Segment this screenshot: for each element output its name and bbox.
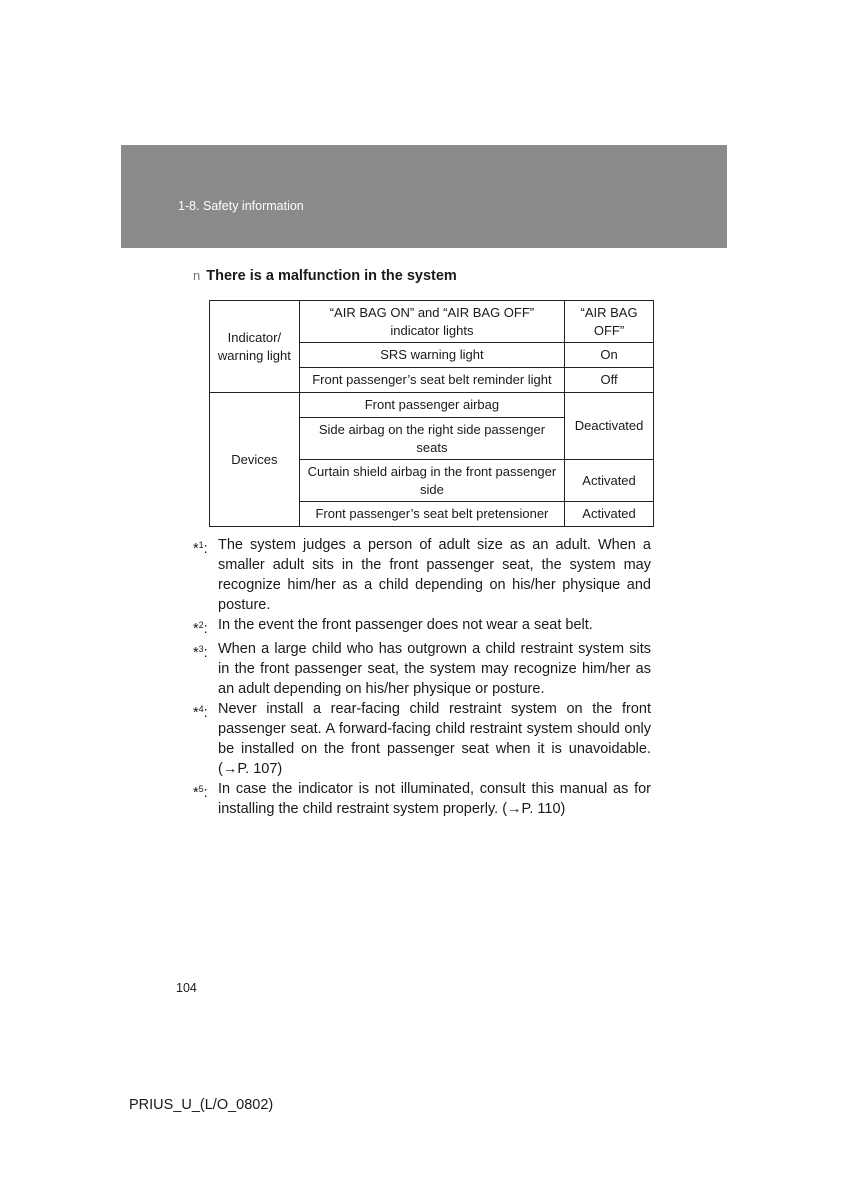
footnote-marker: *$^3$:: [193, 644, 208, 661]
footnote-item: [193, 639, 651, 699]
heading-bullet: n: [193, 268, 201, 283]
document-code: PRIUS_U_(L/O_0802): [129, 1097, 274, 1113]
footnote-text: In the event the front passenger does not wear a seat belt.: [218, 617, 593, 633]
table-cell-status: Off: [565, 368, 654, 393]
table-cell-item: “AIR BAG ON” and “AIR BAG OFF” indicator lights: [299, 301, 564, 343]
footnote-text: In case the indicator is not illuminated, consult this manual as for installing the child restraint system properly. (→P. 110): [218, 781, 651, 817]
footnote-marker: *$^5$:: [193, 784, 208, 801]
footnote-item: [193, 615, 651, 639]
table-cell-item: Side airbag on the right side passenger seats: [299, 418, 564, 460]
group-label-indicator: Indicator/ warning light: [210, 301, 300, 393]
table-cell-status: Activated: [565, 460, 654, 502]
table-row: [210, 301, 654, 343]
footnote-item: [193, 535, 651, 615]
table-cell-status: Deactivated: [565, 393, 654, 460]
table-cell-status: On: [565, 343, 654, 368]
footnotes: [193, 535, 651, 819]
footnote-text: The system judges a person of adult size as an adult. When a smaller adult sits in the front passenger seat, the system may recognize him/her as a child depending on his/her physique and posture.: [218, 537, 651, 613]
group-label-devices: Devices: [210, 393, 300, 527]
page-number: 104: [176, 981, 197, 995]
table-cell-item: Front passenger’s seat belt reminder light: [299, 368, 564, 393]
chapter-header-band: [121, 145, 727, 248]
footnote-item: [193, 699, 651, 779]
section-label: 1-8. Safety information: [178, 199, 304, 213]
footnote-item: [193, 779, 651, 819]
footnote-text: When a large child who has outgrown a child restraint system sits in the front passenger seat, the system may recognize him/her as an adult depending on his/her physique or posture.: [218, 641, 651, 697]
table-cell-item: Front passenger airbag: [299, 393, 564, 418]
footnote-marker: *$^2$:: [193, 620, 208, 637]
table-cell-status: Activated: [565, 502, 654, 527]
malfunction-status-table: [209, 300, 654, 527]
table-cell-status: “AIR BAG OFF”: [565, 301, 654, 343]
table-cell-item: Front passenger’s seat belt pretensioner: [299, 502, 564, 527]
heading-title: There is a malfunction in the system: [206, 268, 457, 284]
table-cell-item: SRS warning light: [299, 343, 564, 368]
footnote-text: Never install a rear-facing child restraint system on the front passenger seat. A forward-facing child restraint system should only be installed on the front passenger seat when it is unavoidable. (→P. 107): [218, 701, 651, 777]
footnote-marker: *$^1$:: [193, 540, 208, 557]
table-row: [210, 393, 654, 418]
table-cell-item: Curtain shield airbag in the front passenger side: [299, 460, 564, 502]
section-heading: [193, 268, 457, 284]
footnote-marker: *$^4$:: [193, 704, 208, 721]
